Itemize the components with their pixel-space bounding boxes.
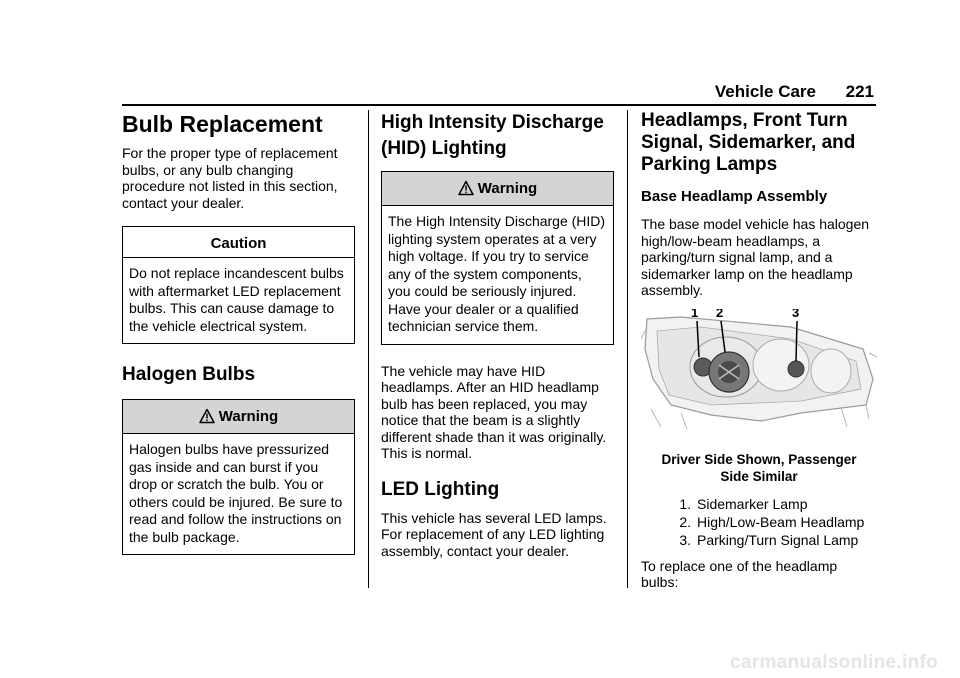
legend-number: 1. [679, 495, 691, 512]
legend-label: High/Low-Beam Headlamp [697, 513, 865, 530]
watermark: carmanualsonline.info [730, 652, 938, 673]
hid-warning-box [381, 171, 614, 345]
warning-triangle-icon [199, 408, 215, 428]
column-3 [641, 110, 877, 591]
led-body-text: This vehicle has several LED lamps. For replacement of any LED lighting assembly, contact your dealer. [381, 509, 607, 559]
page-header [122, 82, 876, 106]
legend-item [641, 495, 877, 513]
hid-body-text: The vehicle may have HID headlamps. After an HID headlamp bulb has been replaced, you may notice that the beam is a slightly different shade than it was originally. This is normal. [381, 362, 607, 461]
warning-title: Warning [477, 180, 538, 197]
led-lighting-heading: LED Lighting [381, 478, 500, 500]
base-headlamp-subheading: Base Headlamp Assembly [641, 188, 828, 205]
callout-leader-line [796, 321, 797, 361]
caution-box [122, 226, 355, 344]
column-divider [368, 110, 369, 588]
hid-warning-text: The High Intensity Discharge (HID) lighting system operates at a very high voltage. If you try to service any of the system components, you could be seriously injured. Have your dealer or a qualified technician service them. [388, 213, 606, 334]
bulb-replacement-heading: Bulb Replacement [122, 111, 323, 137]
replace-instructions-intro: To replace one of the headlamp bulbs: [641, 557, 838, 590]
figure-caption: Driver Side Shown, Passenger Side Similar [661, 451, 857, 484]
hid-lighting-heading: High Intensity Discharge (HID) Lighting [381, 112, 604, 159]
legend-label: Parking/Turn Signal Lamp [697, 531, 859, 548]
caution-title: Caution [123, 227, 354, 258]
legend-item [641, 531, 877, 549]
callout-3: 3 [792, 308, 800, 320]
warning-header [123, 400, 354, 434]
halogen-bulbs-heading: Halogen Bulbs [122, 364, 256, 385]
column-2 [381, 110, 614, 559]
callout-2: 2 [716, 308, 724, 320]
legend-number: 3. [679, 531, 691, 548]
halogen-warning-box [122, 399, 355, 555]
headlamps-heading: Headlamps, Front Turn Signal, Sidemarker, and Parking Lamps [641, 110, 856, 175]
halogen-warning-text: Halogen bulbs have pressurized gas inside and can burst if you drop or scratch the bulb. You or others could be injured. Be sure to read and follow the instructions on the bulb package. [129, 441, 343, 545]
caution-text: Do not replace incandescent bulbs with aftermarket LED replacement bulbs. This can cause damage to the vehicle electrical system. [129, 265, 344, 334]
warning-title: Warning [218, 408, 279, 425]
callout-1: 1 [691, 308, 699, 320]
section-title: Vehicle Care [714, 82, 816, 101]
page-number: 221 [845, 82, 874, 101]
legend-item [641, 513, 877, 531]
warning-triangle-icon [458, 180, 474, 200]
figure-legend [641, 495, 877, 549]
base-headlamp-intro: The base model vehicle has halogen high/low-beam headlamps, a parking/turn signal lamp, and a sidemarker lamp on the headlamp assembly. [641, 216, 870, 298]
warning-header [382, 172, 613, 206]
headlamp-assembly-illustration [641, 309, 877, 439]
bulb-replacement-intro: For the proper type of replacement bulbs, or any bulb changing procedure not listed in this section, contact your dealer. [122, 145, 338, 211]
column-1 [122, 110, 355, 555]
column-divider [627, 110, 628, 588]
legend-label: Sidemarker Lamp [697, 495, 808, 512]
legend-number: 2. [679, 513, 691, 530]
